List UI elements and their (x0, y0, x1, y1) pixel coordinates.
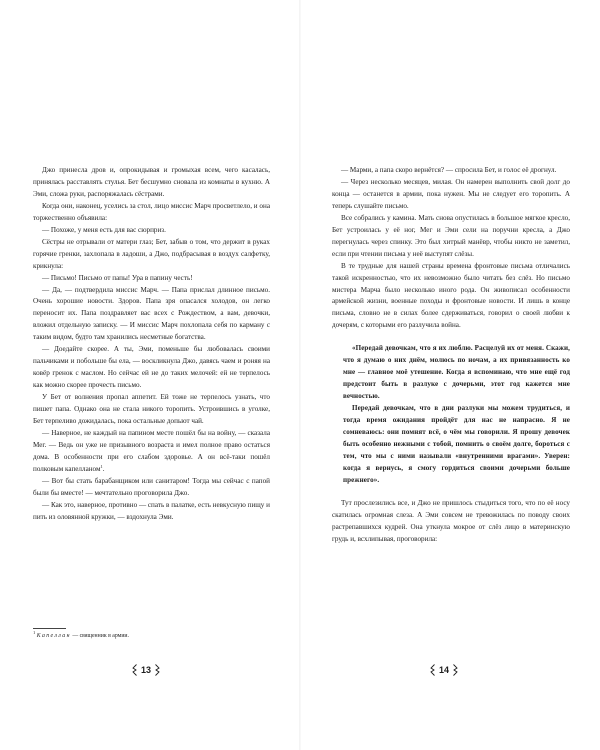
paragraph (332, 498, 570, 546)
paragraph-text: У Бет от волнения пропал аппетит. Ей тоже не терпелось узнать, что пишет папа. Однако она не стала никого торопить. Устроившись в уголке, Бет терпеливо дожидалась, пока остальные допьют чай. (33, 393, 270, 426)
paragraph-text: — Письмо! Письмо от папы! Ура в папину честь! (42, 273, 193, 282)
paragraph-text: — Через несколько месяцев, милая. Он намерен выполнить свой долг до конца — останется в армии, пока нужен. Мы не следует его торопить. А теперь слушайте письмо. (332, 177, 570, 210)
paragraph (33, 165, 270, 201)
page-number-right (430, 664, 458, 676)
letter-paragraph: «Передай девочкам, что я их люблю. Расцелуй их от меня. Скажи, что я думаю о них днём, молюсь по ночам, а их привязанность ко мне — главное моё утешение. Когда я вспоминаю, что мне ещё год предстоит быть в разлуке с дочерьми, этот год кажется мне вечностью. (343, 344, 570, 401)
paragraph (332, 165, 570, 177)
paragraph-text: Сёстры не отрывали от матери глаз; Бет, забыв о том, что держит в руках горячие гренки, захлопала в ладоши, а Джо, подбрасывая в воздух салфетку, крикнула: (33, 237, 270, 270)
page-number-13: 13 (141, 665, 152, 675)
ornament-left-icon (430, 664, 435, 676)
paragraph (33, 392, 270, 428)
paragraph (33, 273, 270, 285)
paragraph-text: — Похоже, у меня есть для вас сюрприз. (42, 225, 166, 234)
paragraph (33, 285, 270, 345)
left-page-text (33, 165, 270, 524)
paragraph (332, 213, 570, 261)
page-number-left (132, 664, 160, 676)
paragraph-tail: . (102, 464, 105, 473)
ornament-right-icon (155, 664, 160, 676)
ornament-right-icon (453, 664, 458, 676)
paragraph (33, 225, 270, 237)
paragraph-text: — Как это, наверное, противно — спать в палатке, есть невкусную пищу и пить из оловянной кружки, — вздохнула Эми. (33, 500, 270, 521)
paragraph-text: Джо принесла дров и, опрокидывая и громыхая всем, чего касалась, принялась расставлять стулья. Бет бесшумно сновала из комнаты в кухню. А Эми, сложа руки, распоряжалась сёстрами. (33, 166, 270, 198)
footnote (33, 632, 273, 640)
footnote-reference: 1 (100, 463, 103, 469)
paragraph (33, 344, 270, 392)
paragraph-text: — Да, — подтвердила миссис Марч. — Папа прислал длинное письмо. Очень хорошие новости. Здоров. Папа зря опасался холодов, он легко переносит их. Папа поздравляет вас всех с Рождеством, а вам, девочки, вложил отдельную записку. — И миссис Марч похлопала себя по карману с таким видом, будто там хранились несметные богатства. (33, 285, 270, 342)
footnote-definition: — священник в армии. (70, 633, 129, 639)
father-letter (332, 342, 570, 486)
right-paragraphs-before (332, 165, 570, 332)
footnote-term: Капеллан (36, 633, 71, 639)
paragraph (332, 177, 570, 213)
paragraph-text: Когда они, наконец, уселись за стол, лицо миссис Марч просветлело, и она торжественно объявила: (33, 201, 270, 222)
paragraph (33, 476, 270, 500)
footnote-marker: 1 (33, 630, 36, 635)
paragraph-text: Все собрались у камина. Мать снова опустилась в большое мягкое кресло, Бет устроилась у её ног, Мег и Эми сели на поручни кресла, а Джо перегнулась через спинку. Это был хитрый манёвр, чтобы никто не заметил, если при чтении письма у неё выступят слёзы. (332, 213, 570, 258)
right-page-text (332, 165, 570, 546)
footnote-rule (33, 628, 66, 629)
paragraph (33, 237, 270, 273)
paragraph-text: — Вот бы стать барабанщиком или санитаром! Тогда мы сейчас с папой были бы вместе! — мечтательно проговорила Джо. (33, 476, 270, 497)
paragraph-text: — Марми, а папа скоро вернётся? — спросила Бет, и голос её дрогнул. (341, 166, 557, 174)
paragraph-text: — Наверное, не каждый на папином месте пошёл бы на войну, — сказала Мег. — Ведь он уже не призывного возраста и имел полное право остаться дома. В особенности при его слабом здоровье. А он всё-таки пошёл полковым капелланом (33, 428, 270, 473)
paragraph (33, 201, 270, 225)
paragraph (33, 500, 270, 524)
ornament-left-icon (132, 664, 137, 676)
right-paragraphs-after (332, 498, 570, 546)
paragraph-text: — Доедайте скорее. А ты, Эми, поменьше бы любовалась своими пальчиками и побольше бы ела, — воскликнула Джо, давясь чаем и роняя на ковёр гренок с маслом. Но сейчас ей не до таких мелочей: ей не терпелось как можно скорее прочесть письмо. (33, 345, 270, 390)
letter-paragraph: Передай девочкам, что в дни разлуки мы можем трудиться, и тогда время ожидания пройдёт для нас не напрасно. Я не сомневаюсь: они помнят всё, о чём мы говорили. Я прошу девочек быть особенно нежными с тобой, помнить о своём долге, бороться с тем, что мы с ними называли «внутренними врагами». Уверен: когда я вернусь, я смогу гордиться своими дочерьми больше прежнего». (343, 404, 570, 485)
paragraph (33, 428, 270, 476)
page-number-14: 14 (439, 665, 450, 675)
paragraph (332, 261, 570, 333)
paragraph-text: В те трудные для нашей страны времена фронтовые письма отличались такой искренностью, что их невозможно было читать без слёз. Но письмо мистера Марча было несколько иного рода. Он живописал особенности армейской жизни, военные походы и фронтовые новости. И лишь в конце письма, словно не в силах более сдерживаться, говорил о своей любви к дочерям, с которыми его разлучила война. (332, 261, 570, 330)
right-page (300, 0, 600, 750)
paragraph-text: Тут прослезились все, и Джо не пришлось стыдиться того, что по её носу скатилась огромная слеза. А Эми совсем не тревожилась по поводу своих растрепавшихся кудрей. Она уткнула мокрое от слёз лицо в материнскую грудь и, всхлипывая, проговорила: (332, 499, 570, 544)
